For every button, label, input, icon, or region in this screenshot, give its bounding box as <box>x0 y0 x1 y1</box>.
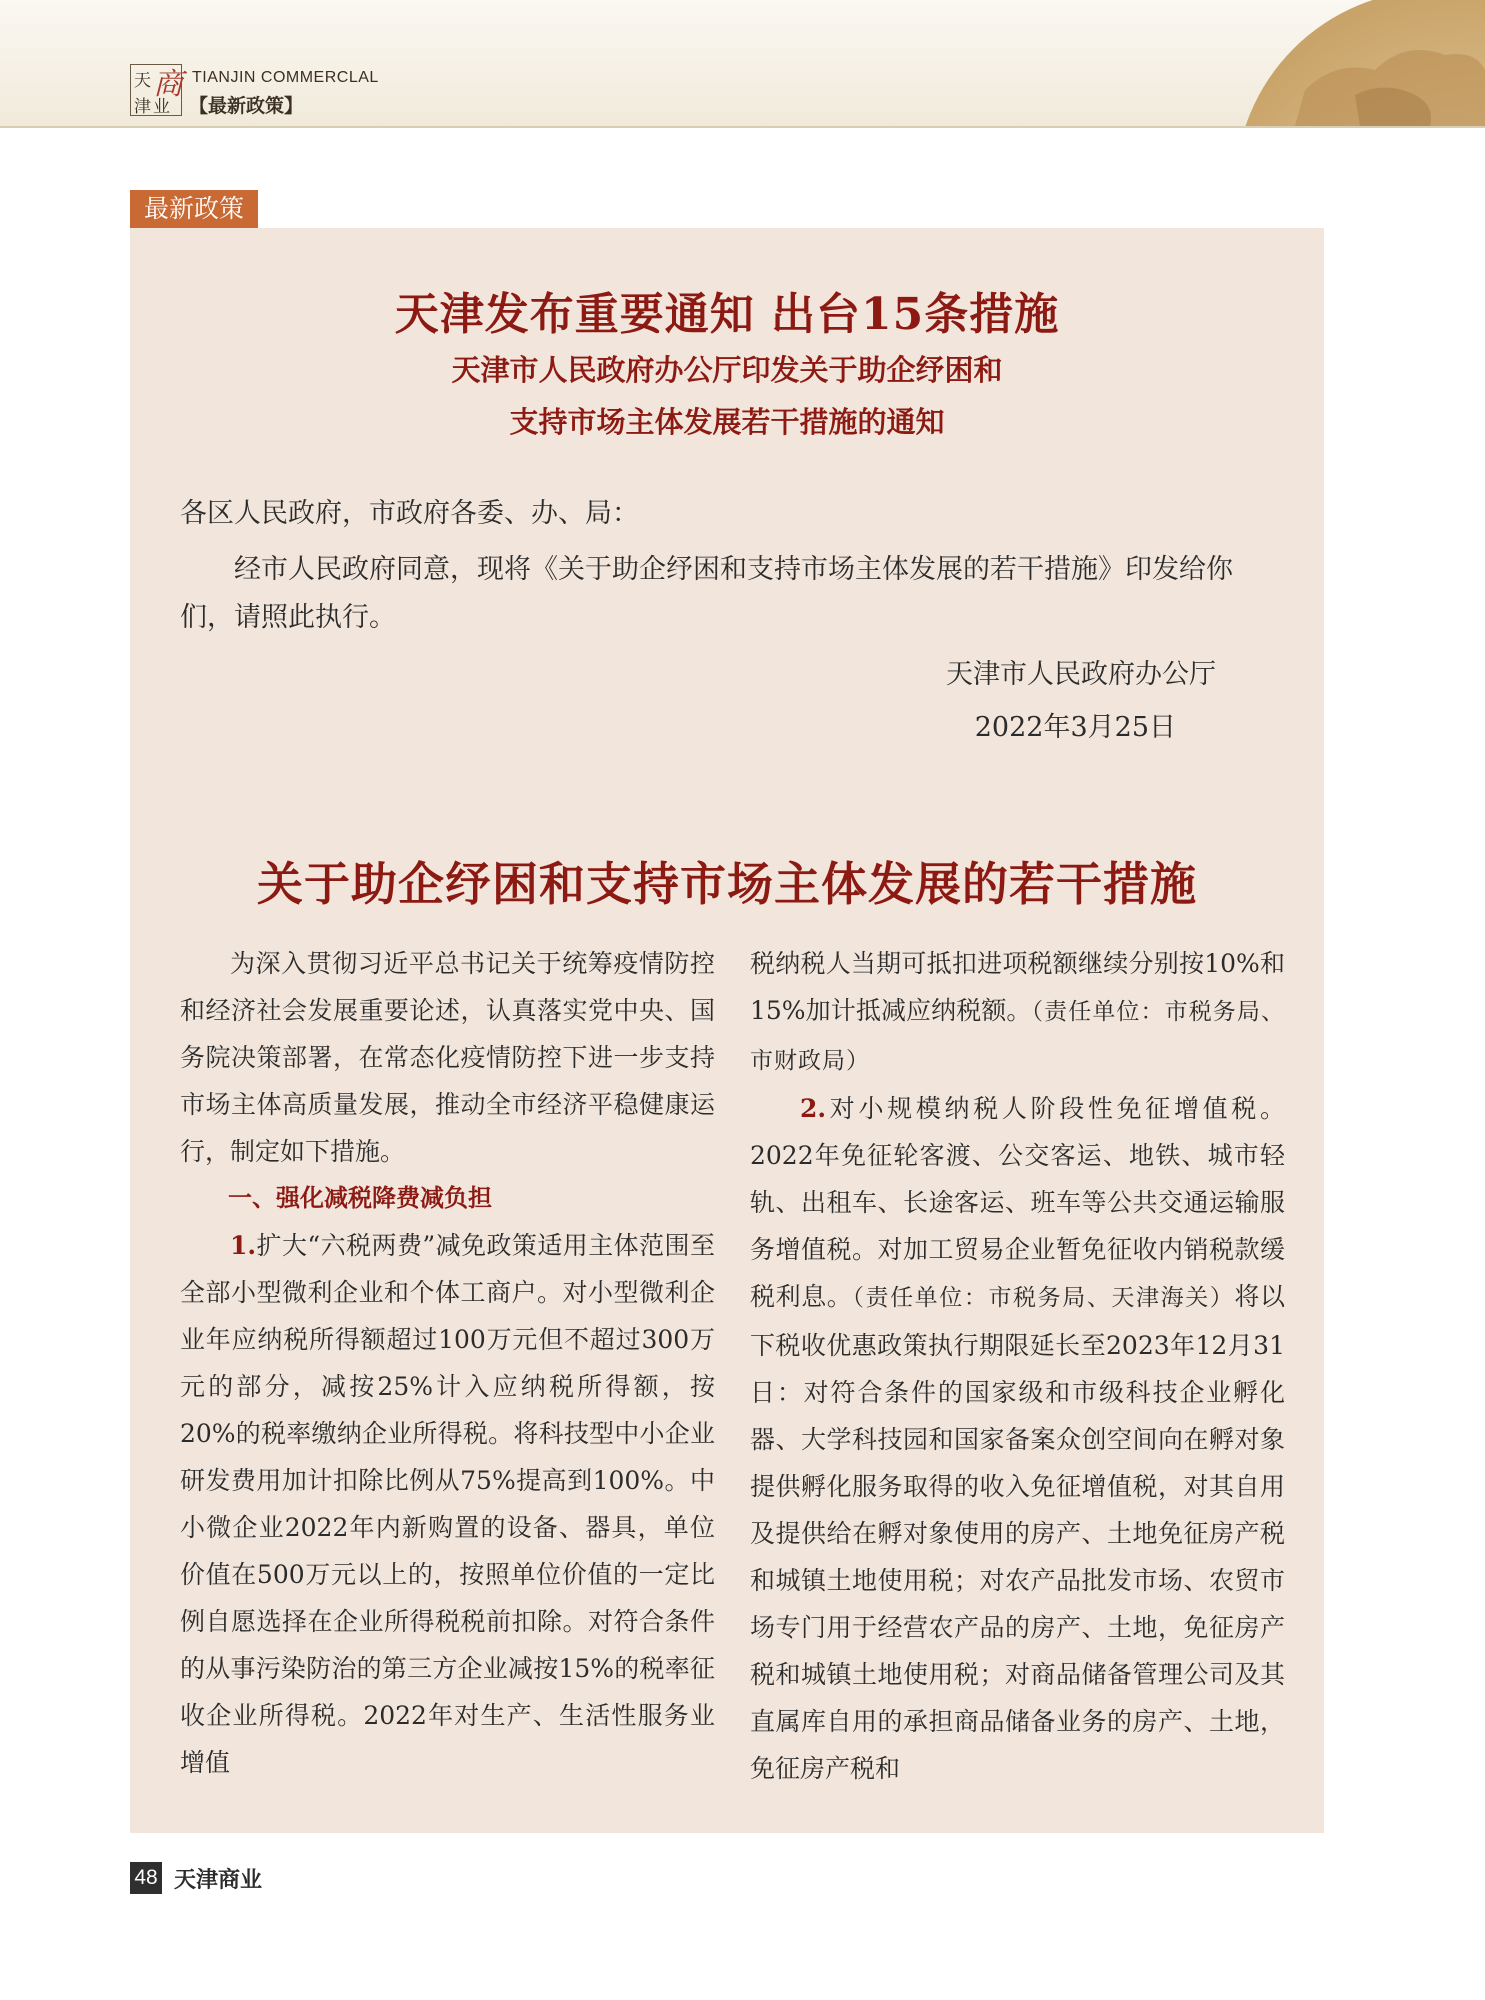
item-text: 税纳税人当期可抵扣进项税额继续分别按10%和15%加计抵减应纳税额。 <box>750 949 1285 1025</box>
responsibility-note: （责任单位：市税务局、市财政局） <box>750 999 1285 1074</box>
page-number: 48 <box>130 1862 162 1894</box>
notice-signer: 天津市人民政府办公厅 <box>946 659 1216 690</box>
page-header <box>0 0 1485 128</box>
notice-subtitle-line1: 天津市人民政府办公厅印发关于助企纾困和 <box>451 353 1003 387</box>
notice-subtitle-line2: 支持市场主体发展若干措施的通知 <box>509 405 945 439</box>
article-column-left <box>180 940 715 1786</box>
footer-magazine-name: 天津商业 <box>174 1868 263 1893</box>
logo-char: 津 <box>134 97 151 117</box>
article-intro: 为深入贯彻习近平总书记关于统筹疫情防控和经济社会发展重要论述，认真落实党中央、国务院决策部署，在常态化疫情防控下进一步支持市场主体高质量发展，推动全市经济平稳健康运行，制定如下措施。 <box>180 949 715 1166</box>
item-text: 对小规模纳税人阶段性免征增值税。2022年免征轮客渡、公交客运、地铁、城市轻轨、出租车、长途客运、班车等公共交通运输服务增值税。对加工贸易企业暂免征收内销税款缓税利息。 <box>750 1094 1285 1311</box>
section-heading: 一、强化减税降费减负担 <box>228 1184 492 1212</box>
item-number: 1. <box>230 1231 257 1260</box>
logo-char: 商 <box>153 67 183 102</box>
globe-decoration <box>1185 0 1485 126</box>
responsibility-note: （责任单位：市税务局、天津海关） <box>852 1285 1235 1311</box>
measure-item <box>750 1085 1285 1792</box>
item-text: 扩大“六税两费”减免政策适用主体范围至全部小型微利企业和个体工商户。对小型微利企业年应纳税所得额超过100万元但不超过300万元的部分，减按25%计入应纳税所得额，按20%的税率缴纳企业所得税。将科技型中小企业研发费用加计扣除比例从75%提高到100%。中小微企业2022年内新购置的设备、器具，单位价值在500万元以上的，按照单位价值的一定比例自愿选择在企业所得税税前扣除。对符合条件的从事污染防治的第三方企业减按15%的税率征收企业所得税。2022年对生产、生活性服务业增值 <box>180 1231 715 1777</box>
section-tag: 最新政策 <box>130 190 258 228</box>
item-text: 将以下税收优惠政策执行期限延长至2023年12月31日：对符合条件的国家级和市级科技企业孵化器、大学科技园和国家备案众创空间向在孵对象提供孵化服务取得的收入免征增值税，对其自用及提供给在孵对象使用的房产、土地免征房产税和城镇土地使用税；对农产品批发市场、农贸市场专门用于经营农产品的房产、土地，免征房产税和城镇土地使用税；对商品储备管理公司及其直属库自用的承担商品储备业务的房产、土地，免征房产税和 <box>750 1282 1285 1783</box>
column-name: 【最新政策】 <box>189 95 304 117</box>
notice-body: 经市人民政府同意，现将《关于助企纾困和支持市场主体发展的若干措施》印发给你们，请照此执行。 <box>180 554 1233 633</box>
article-column-right <box>750 940 1285 1792</box>
logo-char: 业 <box>153 97 170 117</box>
magazine-english-name: TIANJIN COMMERCLAL <box>192 69 379 86</box>
measure-item-continued <box>750 940 1285 1085</box>
measure-item <box>180 1222 715 1786</box>
article-title: 关于助企纾困和支持市场主体发展的若干措施 <box>257 857 1197 911</box>
item-number: 2. <box>800 1094 827 1123</box>
magazine-logo <box>130 64 182 116</box>
content-panel <box>130 228 1324 1833</box>
notice-salutation: 各区人民政府，市政府各委、办、局： <box>180 498 639 529</box>
notice-title: 天津发布重要通知 出台15条措施 <box>394 289 1060 340</box>
notice-date: 2022年3月25日 <box>974 712 1176 743</box>
logo-char: 天 <box>134 71 151 91</box>
